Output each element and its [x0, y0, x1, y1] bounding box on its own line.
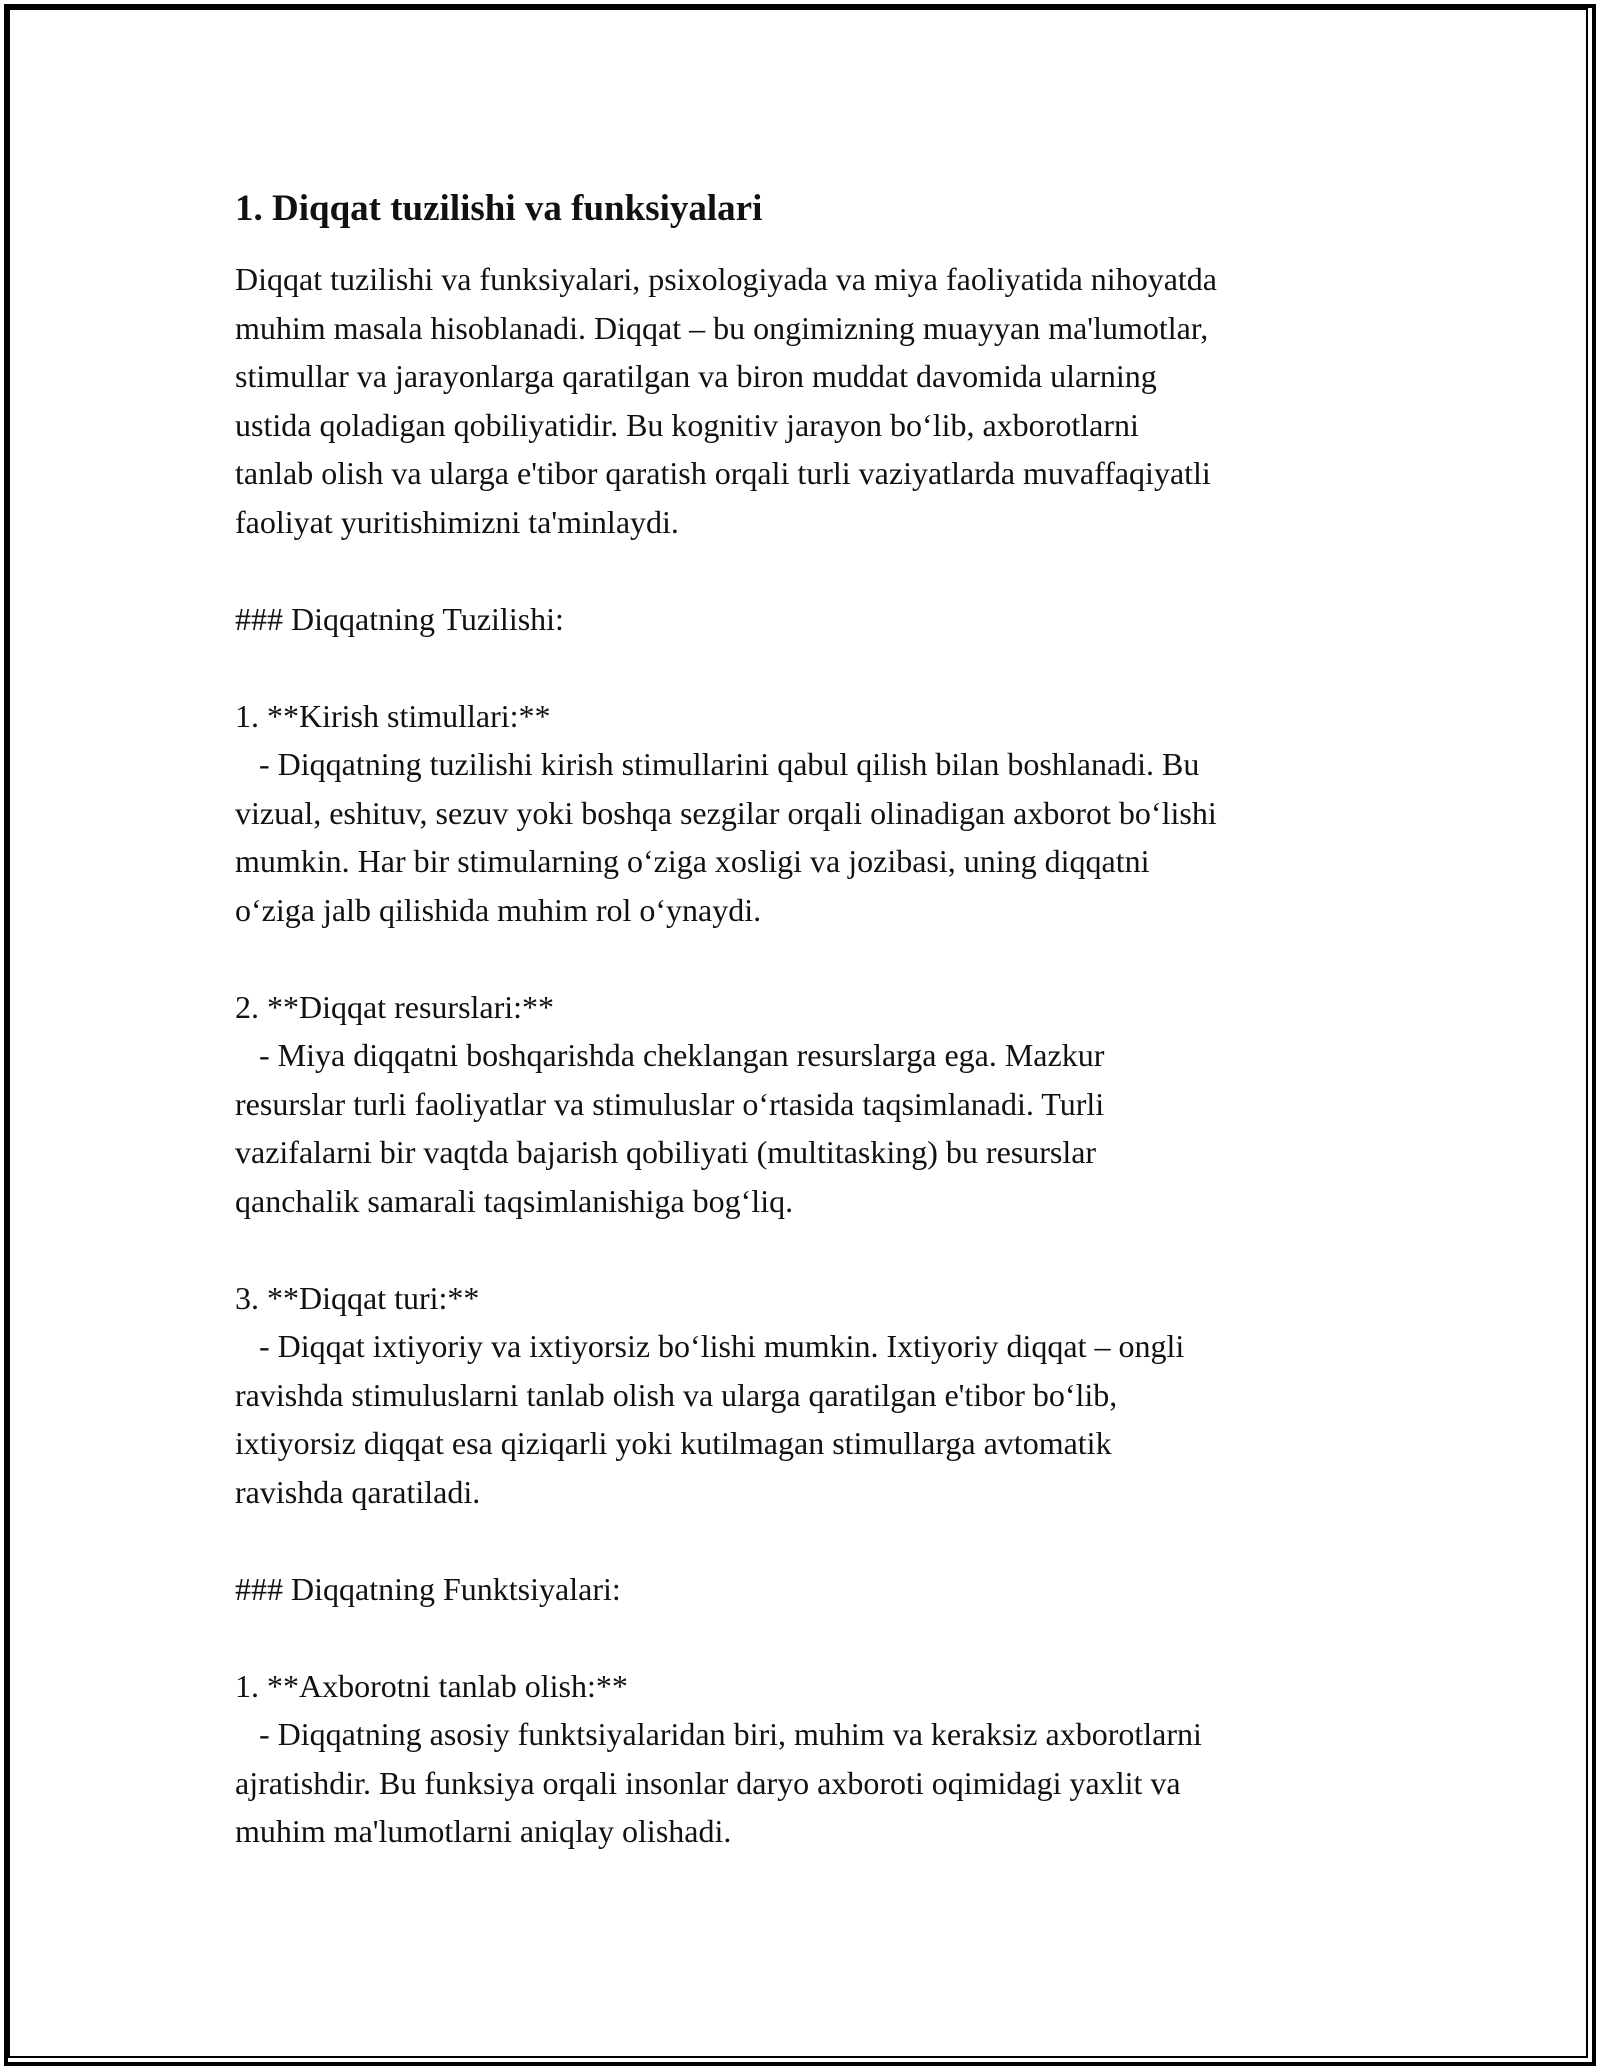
text-line: resurslar turli faoliyatlar va stimuluslar oʻrtasida taqsimlanadi. Turli [235, 1085, 1105, 1122]
blank-line [235, 546, 1385, 595]
text-line: 1. **Axborotni tanlab olish:** [235, 1667, 628, 1704]
text-line: muhim ma'lumotlarni aniqlay olishadi. [235, 1813, 732, 1849]
text-line: - Diqqatning asosiy funktsiyalaridan biri, muhim va keraksiz axborotlarni [235, 1716, 1202, 1752]
text-line: ### Diqqatning Funktsiyalari: [235, 1570, 621, 1607]
document-text [235, 255, 1385, 1856]
text-line: 1. **Kirish stimullari:** [235, 697, 551, 734]
document-body [235, 185, 1385, 1856]
blank-line [235, 1613, 1385, 1662]
text-line: ajratishdir. Bu funksiya orqali insonlar daryo axboroti oqimidagi yaxlit va [235, 1764, 1181, 1801]
text-line: 2. **Diqqat resurslari:** [235, 988, 555, 1025]
text-line: faoliyat yuritishimizni ta'minlaydi. [235, 503, 679, 540]
text-line: - Diqqatning tuzilishi kirish stimullarini qabul qilish bilan boshlanadi. Bu [235, 746, 1200, 782]
text-line: oʻziga jalb qilishida muhim rol oʻynaydi. [235, 891, 762, 928]
text-line: - Miya diqqatni boshqarishda cheklangan resurslarga ega. Mazkur [235, 1037, 1105, 1073]
text-line: 3. **Diqqat turi:** [235, 1279, 480, 1316]
text-line: Diqqat tuzilishi va funksiyalari, psixologiyada va miya faoliyatida nihoyatda [235, 261, 1217, 297]
blank-line [235, 934, 1385, 983]
text-line: ustida qoladigan qobiliyatidir. Bu kognitiv jarayon boʻlib, axborotlarni [235, 406, 1139, 443]
text-line: muhim masala hisoblanadi. Diqqat – bu ongimizning muayyan ma'lumotlar, [235, 309, 1209, 346]
blank-line [235, 1516, 1385, 1565]
text-line: tanlab olish va ularga e'tibor qaratish orqali turli vaziyatlarda muvaffaqiyatli [235, 455, 1211, 491]
text-line: ravishda stimuluslarni tanlab olish va ularga qaratilgan e'tibor boʻlib, [235, 1376, 1118, 1413]
text-line: ### Diqqatning Tuzilishi: [235, 600, 564, 637]
text-line: qanchalik samarali taqsimlanishiga bogʻliq. [235, 1182, 794, 1219]
text-line: ixtiyorsiz diqqat esa qiziqarli yoki kutilmagan stimullarga avtomatik [235, 1425, 1112, 1461]
blank-line [235, 643, 1385, 692]
text-line: - Diqqat ixtiyoriy va ixtiyorsiz boʻlishi mumkin. Ixtiyoriy diqqat – ongli [235, 1328, 1185, 1364]
text-line: ravishda qaratiladi. [235, 1473, 481, 1510]
text-line: vizual, eshituv, sezuv yoki boshqa sezgilar orqali olinadigan axborot boʻlishi [235, 794, 1217, 831]
text-line: stimullar va jarayonlarga qaratilgan va biron muddat davomida ularning [235, 358, 1157, 394]
document-title: 1. Diqqat tuzilishi va funksiyalari [235, 188, 763, 229]
text-line: mumkin. Har bir stimularning oʻziga xosligi va jozibasi, uning diqqatni [235, 843, 1150, 879]
blank-line [235, 1225, 1385, 1274]
text-line: vazifalarni bir vaqtda bajarish qobiliyati (multitasking) bu resurslar [235, 1134, 1097, 1170]
